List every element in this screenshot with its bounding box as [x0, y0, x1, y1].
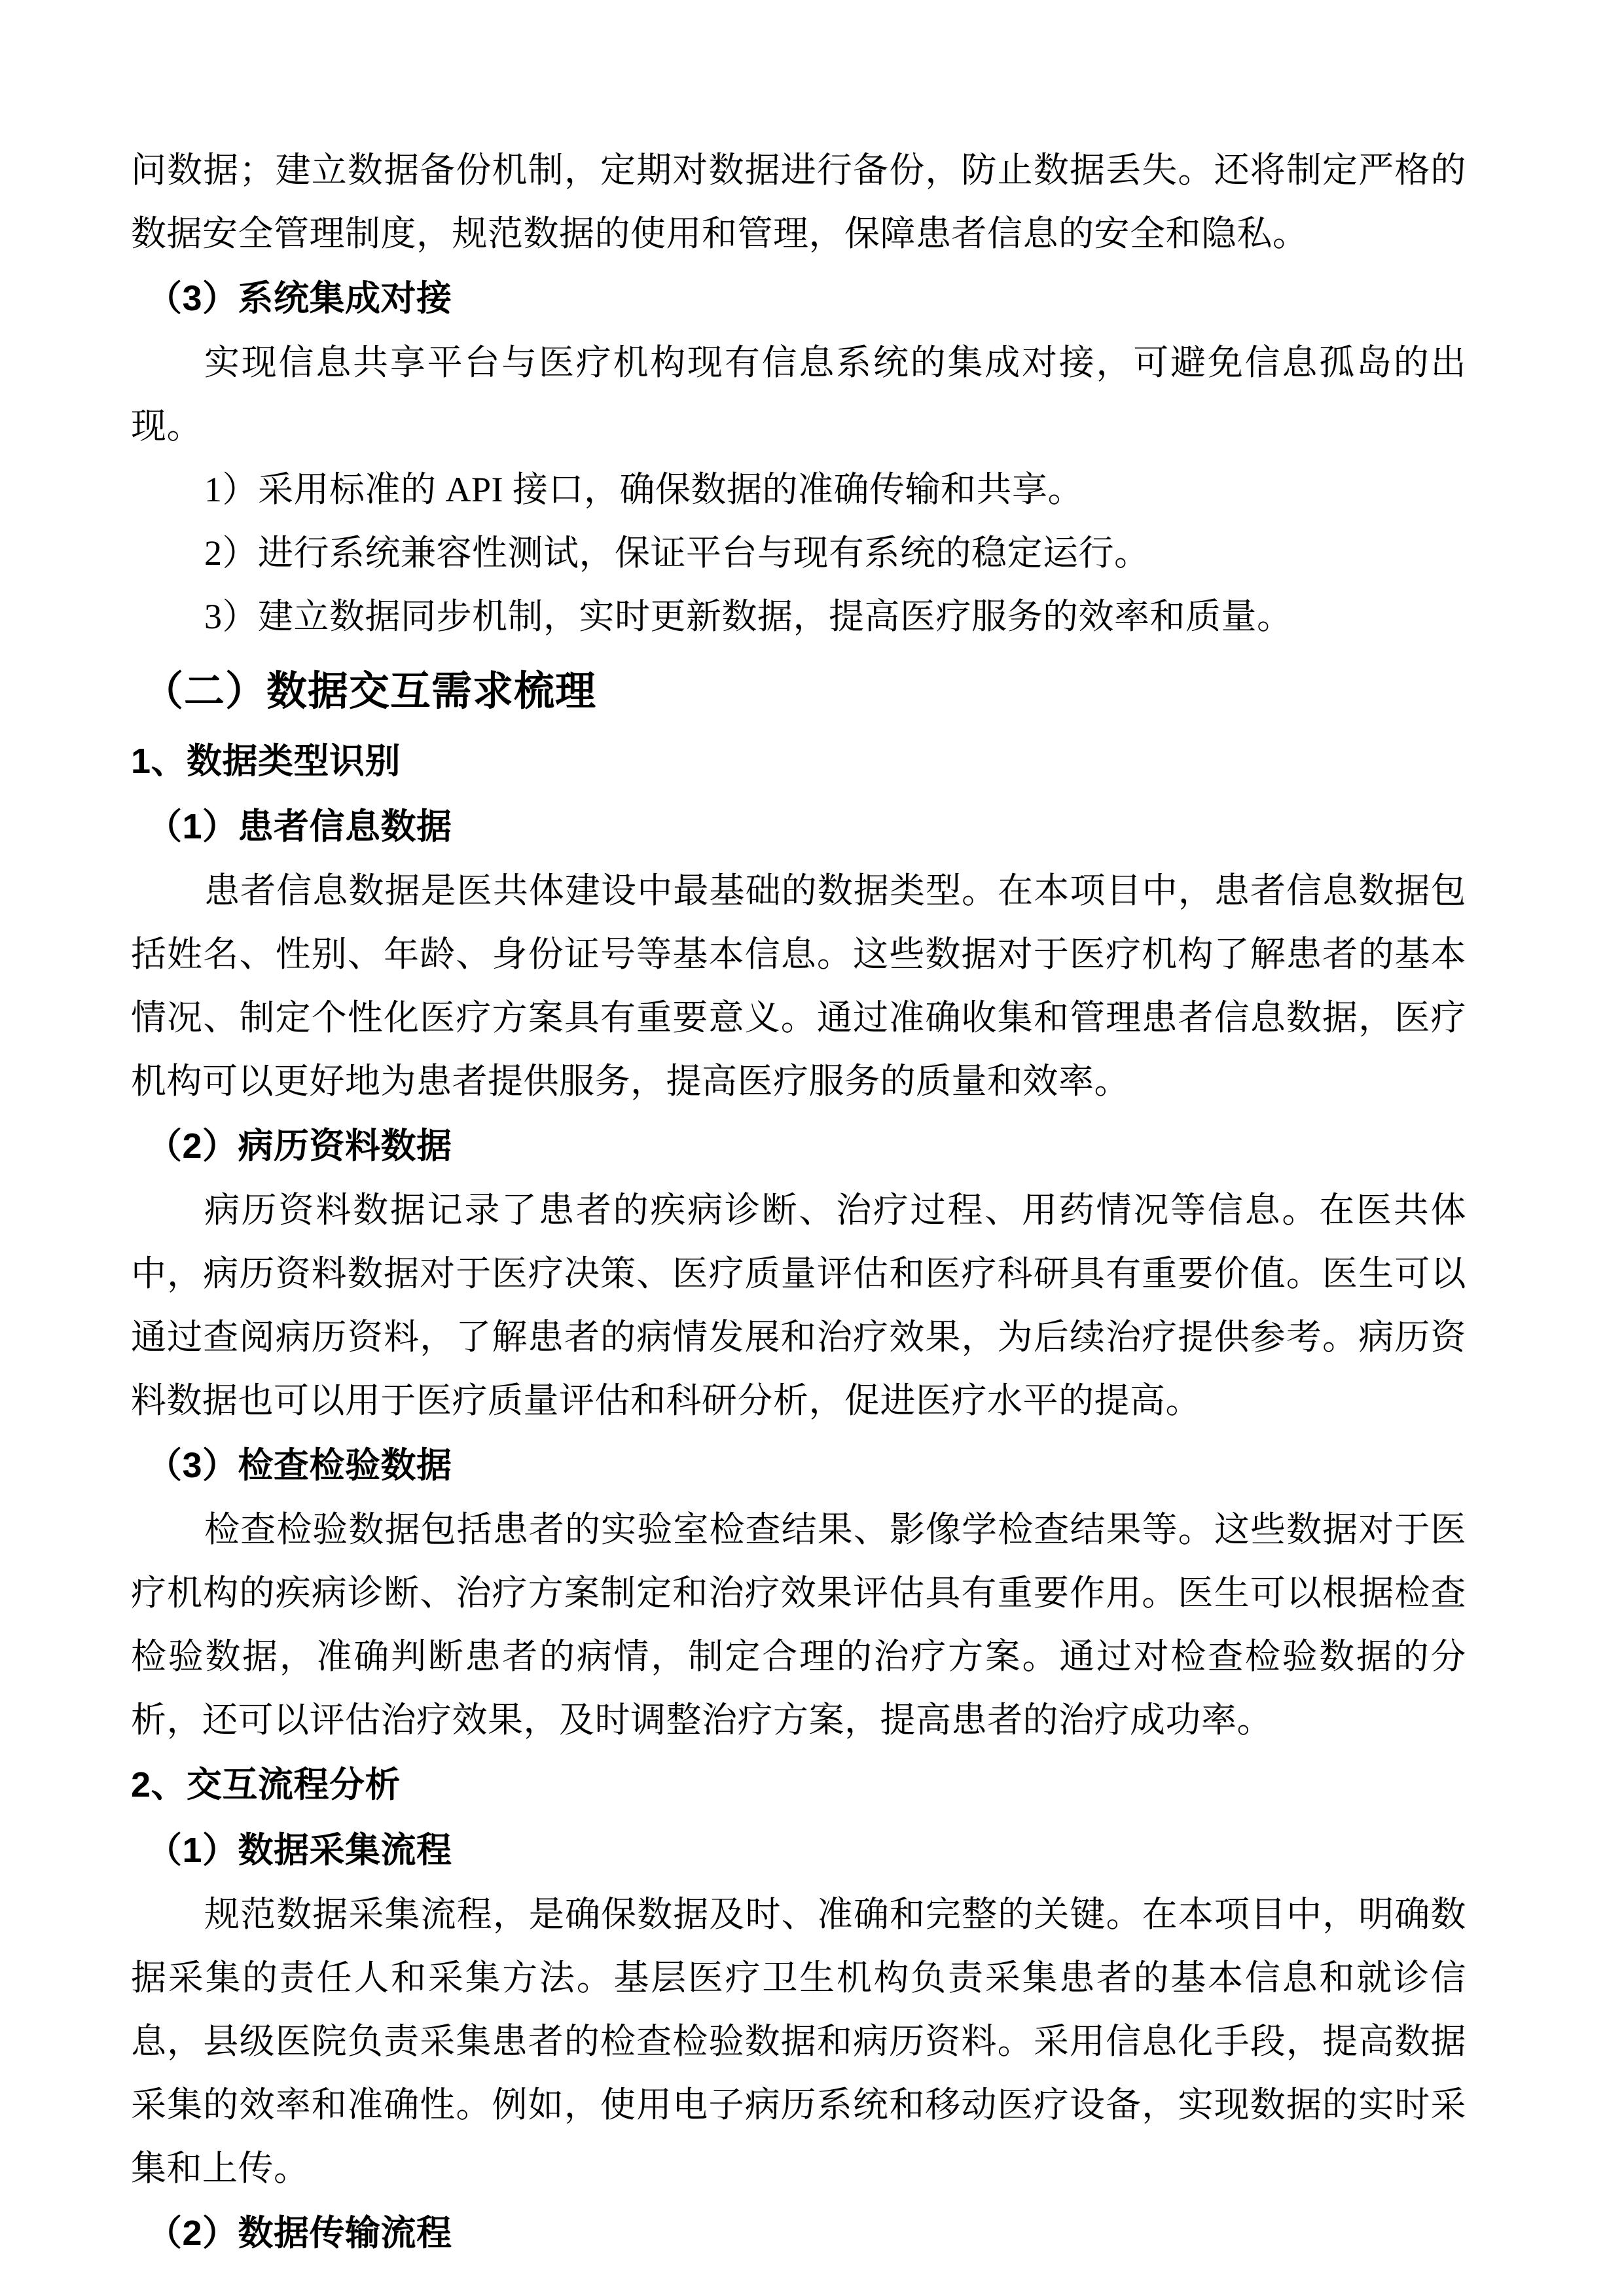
list-item-api-interface: 1）采用标准的 API 接口，确保数据的准确传输和共享。 [204, 470, 1084, 509]
heading-medical-record-data: （2）病历资料数据 [147, 1126, 452, 1166]
heading-data-transmission-flow: （2）数据传输流程 [147, 2214, 452, 2253]
paragraph-patient-info-data: 患者信息数据是医共体建设中最基础的数据类型。在本项目中，患者信息数据包括姓名、性别、年龄、身份证号等基本信息。这些数据对于医疗机构了解患者的基本情况、制定个性化医疗方案具有重要意义。通过准确收集和管理患者信息数据，医疗机构可以更好地为患者提供服务，提高医疗服务的质量和效率。 [131, 871, 1466, 1101]
document-body [131, 139, 1466, 2266]
paragraph-system-integration: 实现信息共享平台与医疗机构现有信息系统的集成对接，可避免信息孤岛的出现。 [131, 343, 1466, 446]
heading-system-integration: （3）系统集成对接 [147, 279, 452, 318]
paragraph-examination-data: 检查检验数据包括患者的实验室检查结果、影像学检查结果等。这些数据对于医疗机构的疾病诊断、治疗方案制定和治疗效果评估具有重要作用。医生可以根据检查检验数据，准确判断患者的病情，制定合理的治疗方案。通过对检查检验数据的分析，还可以评估治疗效果，及时调整治疗方案，提高患者的治疗成功率。 [131, 1510, 1466, 1740]
paragraph-data-collection-flow: 规范数据采集流程，是确保数据及时、准确和完整的关键。在本项目中，明确数据采集的责任人和采集方法。基层医疗卫生机构负责采集患者的基本信息和就诊信息，县级医院负责采集患者的检查检验数据和病历资料。采用信息化手段，提高数据采集的效率和准确性。例如，使用电子病历系统和移动医疗设备，实现数据的实时采集和上传。 [131, 1895, 1466, 2188]
list-item-data-sync: 3）建立数据同步机制，实时更新数据，提高医疗服务的效率和质量。 [204, 597, 1293, 636]
heading-examination-data: （3）检查检验数据 [147, 1446, 452, 1485]
heading-data-collection-flow: （1）数据采集流程 [147, 1831, 452, 1870]
carryover-paragraph: 问数据；建立数据备份机制，定期对数据进行备份，防止数据丢失。还将制定严格的数据安全管理制度，规范数据的使用和管理，保障患者信息的安全和隐私。 [131, 151, 1466, 253]
list-item-compatibility-test: 2）进行系统兼容性测试，保证平台与现有系统的稳定运行。 [204, 533, 1150, 573]
spacer [131, 649, 1466, 655]
paragraph-medical-record-data: 病历资料数据记录了患者的疾病诊断、治疗过程、用药情况等信息。在医共体中，病历资料数据对于医疗决策、医疗质量评估和医疗科研具有重要价值。医生可以通过查阅病历资料，了解患者的病情发展和治疗效果，为后续治疗提供参考。病历资料数据也可以用于医疗质量评估和科研分析，促进医疗水平的提高。 [131, 1191, 1466, 1420]
heading-data-type-identification: 1、数据类型识别 [131, 742, 401, 781]
heading-patient-info-data: （1）患者信息数据 [147, 807, 452, 846]
heading-section-two: （二）数据交互需求梳理 [143, 669, 597, 714]
heading-interaction-flow-analysis: 2、交互流程分析 [131, 1765, 401, 1804]
